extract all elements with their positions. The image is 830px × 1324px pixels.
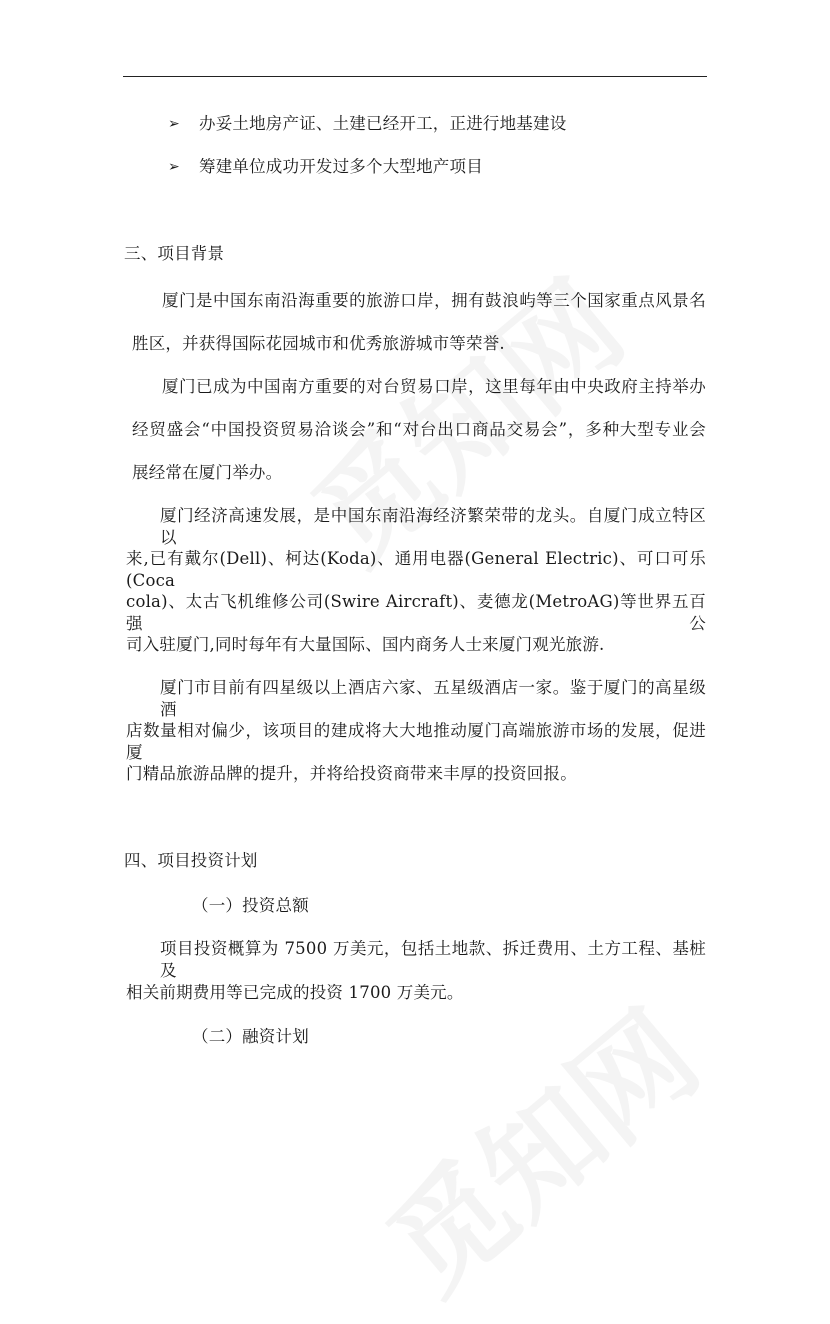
paragraph-line: 门精品旅游品牌的提升，并将给投资商带来丰厚的投资回报。 <box>126 764 577 783</box>
bullet-arrow-icon: ➢ <box>168 159 180 175</box>
paragraph-line: 司入驻厦门,同时每年有大量国际、国内商务人士来厦门观光旅游. <box>126 635 605 654</box>
section-heading: 三、项目背景 <box>124 244 225 263</box>
paragraph-line: 店数量相对偏少，该项目的建成将大大地推动厦门高端旅游市场的发展，促进厦 <box>126 721 706 762</box>
section-heading: 四、项目投资计划 <box>124 851 258 870</box>
paragraph-line: 厦门经济高速发展，是中国东南沿海经济繁荣带的龙头。自厦门成立特区以 <box>160 506 706 547</box>
paragraph-line: 展经常在厦门举办。 <box>132 463 283 482</box>
subsection-heading: （一）投资总额 <box>192 896 309 915</box>
bullet-arrow-icon: ➢ <box>168 116 180 132</box>
paragraph-line: 项目投资概算为 7500 万美元，包括土地款、拆迁费用、土方工程、基桩及 <box>160 939 706 980</box>
paragraph-line: 胜区，并获得国际花园城市和优秀旅游城市等荣誉. <box>132 334 505 353</box>
paragraph-line: 相关前期费用等已完成的投资 1700 万美元。 <box>126 983 464 1002</box>
paragraph-line: 经贸盛会“中国投资贸易洽谈会”和“对台出口商品交易会”，多种大型专业会 <box>132 420 706 439</box>
paragraph-line: cola)、太古飞机维修公司(Swire Aircraft)、麦德龙(MetroAG)等世界五百强公 <box>126 592 706 633</box>
paragraph-line: 来,已有戴尔(Dell)、柯达(Koda)、通用电器(General Electric)、可口可乐(Coca <box>126 549 706 590</box>
subsection-heading: （二）融资计划 <box>192 1027 309 1046</box>
header-rule <box>123 76 707 77</box>
bullet-item: 筹建单位成功开发过多个大型地产项目 <box>199 157 483 176</box>
paragraph-line: 厦门已成为中国南方重要的对台贸易口岸，这里每年由中央政府主持举办 <box>162 377 706 396</box>
bullet-item: 办妥土地房产证、土建已经开工，正进行地基建设 <box>199 114 567 133</box>
watermark <box>347 966 727 1324</box>
paragraph-line: 厦门市目前有四星级以上酒店六家、五星级酒店一家。鉴于厦门的高星级酒 <box>160 678 706 719</box>
paragraph-line: 厦门是中国东南沿海重要的旅游口岸，拥有鼓浪屿等三个国家重点风景名 <box>162 291 706 310</box>
